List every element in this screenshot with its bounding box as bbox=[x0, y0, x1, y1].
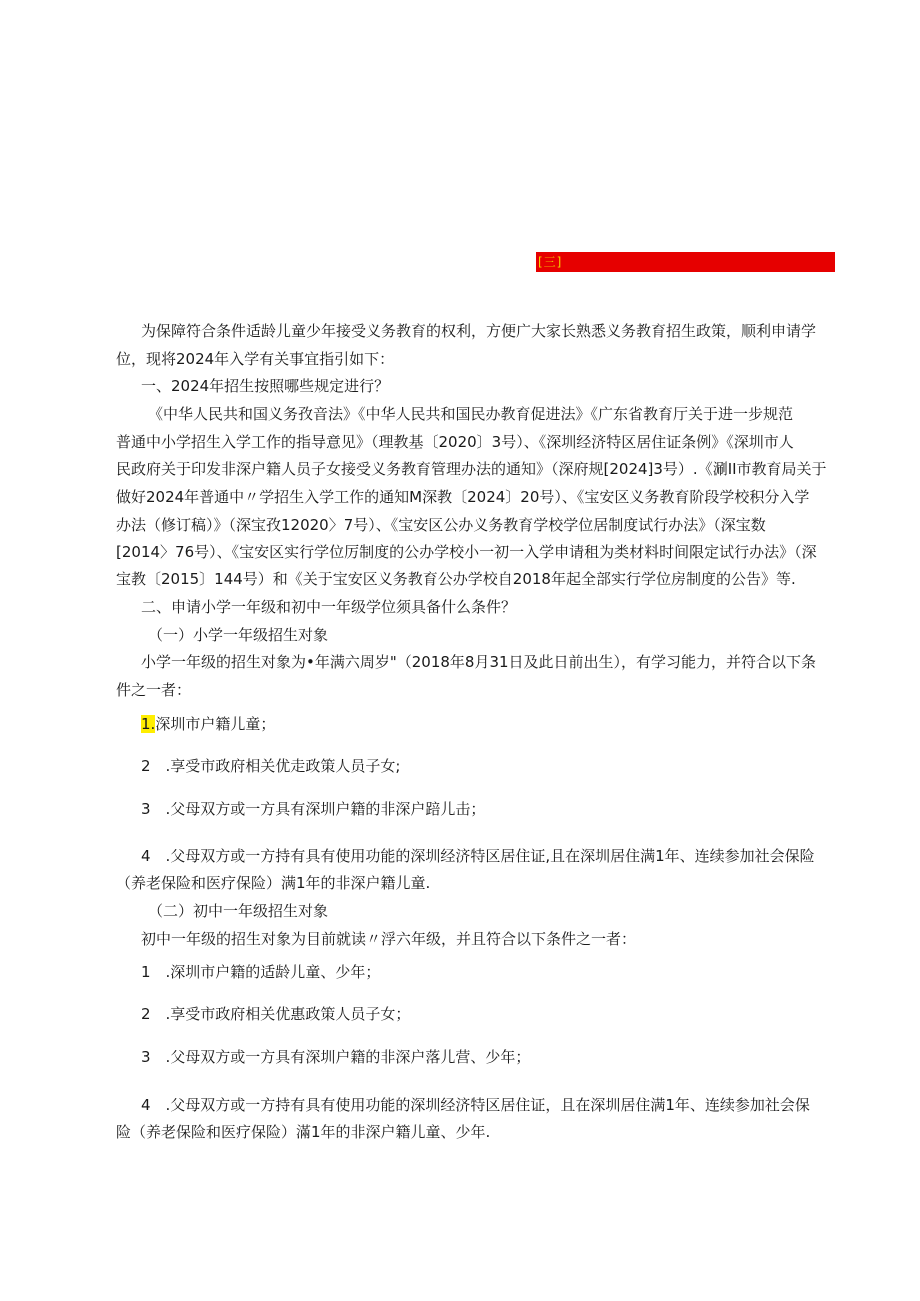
section1-line-1: 《中华人民共和国义务孜音法》《中华人民共和国民办教育促进法》《广东省教育厅关于进一步规范 bbox=[148, 405, 794, 423]
intro-line-2: 位，现将2024年入学有关事宜指引如下： bbox=[116, 350, 395, 368]
primary-item-4-line-1: 4 .父母双方或一方持有具有使用功能的深圳经济特区居住证,且在深圳居住满1年、连续参加社会保险 bbox=[141, 847, 815, 865]
section2-heading: 二、申请小学一年级和初中一年级学位须具备什么条件？ bbox=[141, 598, 517, 616]
section1-line-3: 民政府关于印发非深户籍人员子女接受义务教育管理办法的通知》（深府规[2024]3号）.《涮II市教育局关于 bbox=[116, 460, 827, 478]
primary-item-2: 2 .享受市政府相关优走政策人员子女; bbox=[141, 757, 401, 775]
primary-item-1 bbox=[141, 714, 275, 734]
junior-item-4-line-1: 4 .父母双方或一方持有具有使用功能的深圳经济特区居住证，且在深圳居住满1年、连续参加社会保 bbox=[141, 1096, 810, 1114]
section1-line-7: 宝教〔2015〕144号）和《关于宝安区义务教育公办学校自2018年起全部实行学位房制度的公告》等. bbox=[116, 570, 796, 588]
primary-item-4-line-2: （养老保险和医疗保险）满1年的非深户籍儿童. bbox=[116, 874, 431, 892]
junior-heading: （二）初中一年级招生对象 bbox=[148, 902, 329, 920]
primary-desc-line-1: 小学一年级的招生对象为•年满六周岁"（2018年8月31日及此日前出生），有学习能力，并符合以下条 bbox=[141, 653, 817, 671]
junior-desc: 初中一年级的招生对象为目前就读〃浮六年级，并且符合以下条件之一者： bbox=[141, 930, 637, 948]
intro-line-1: 为保障符合条件适龄儿童少年接受义务教育的权利，方便广大家长熟悉义务教育招生政策，顺利申请学 bbox=[141, 322, 817, 340]
section1-heading: 一、2024年招生按照哪些规定进行？ bbox=[141, 377, 390, 395]
junior-item-1: 1 .深圳市户籍的适龄儿童、少年； bbox=[141, 963, 381, 981]
red-header-banner bbox=[536, 252, 835, 272]
junior-item-4-line-2: 险（养老保险和医疗保险）滿1年的非深户籍儿童、少年. bbox=[116, 1123, 491, 1141]
junior-item-3: 3 .父母双方或一方具有深圳户籍的非深户落儿营、少年； bbox=[141, 1048, 531, 1066]
primary-item-1-text: 深圳市户籍儿童； bbox=[155, 715, 276, 733]
banner-tag: [三] bbox=[538, 255, 563, 269]
primary-item-3: 3 .父母双方或一方具有深圳户籍的非深户踣儿击； bbox=[141, 800, 486, 818]
highlight-marker: 1. bbox=[141, 715, 156, 733]
section1-line-5: 办法（修订稿）》（深宝孜12020〉7号）、《宝安区公办义务教育学校学位居制度试行办法》（深宝数 bbox=[116, 516, 766, 534]
primary-heading: （一）小学一年级招生对象 bbox=[148, 626, 329, 644]
section1-line-2: 普通中小学招生入学工作的指导意见》（理教基〔2020〕3号）、《深圳经济特区居住证条例》《深圳市人 bbox=[116, 433, 794, 451]
section1-line-4: 做好2024年普通中〃学招生入学工作的通知M深教〔2024〕20号）、《宝安区义务教育阶段学校积分入学 bbox=[116, 488, 810, 506]
junior-item-2: 2 .享受市政府相关优惠政策人员子女； bbox=[141, 1005, 411, 1023]
section1-line-6: [2014〉76号）、《宝安区实行学位厉制度的公办学校小一初一入学申请租为类材料时间限定试行办法》（深 bbox=[116, 543, 817, 561]
primary-desc-line-2: 件之一者： bbox=[116, 681, 192, 699]
